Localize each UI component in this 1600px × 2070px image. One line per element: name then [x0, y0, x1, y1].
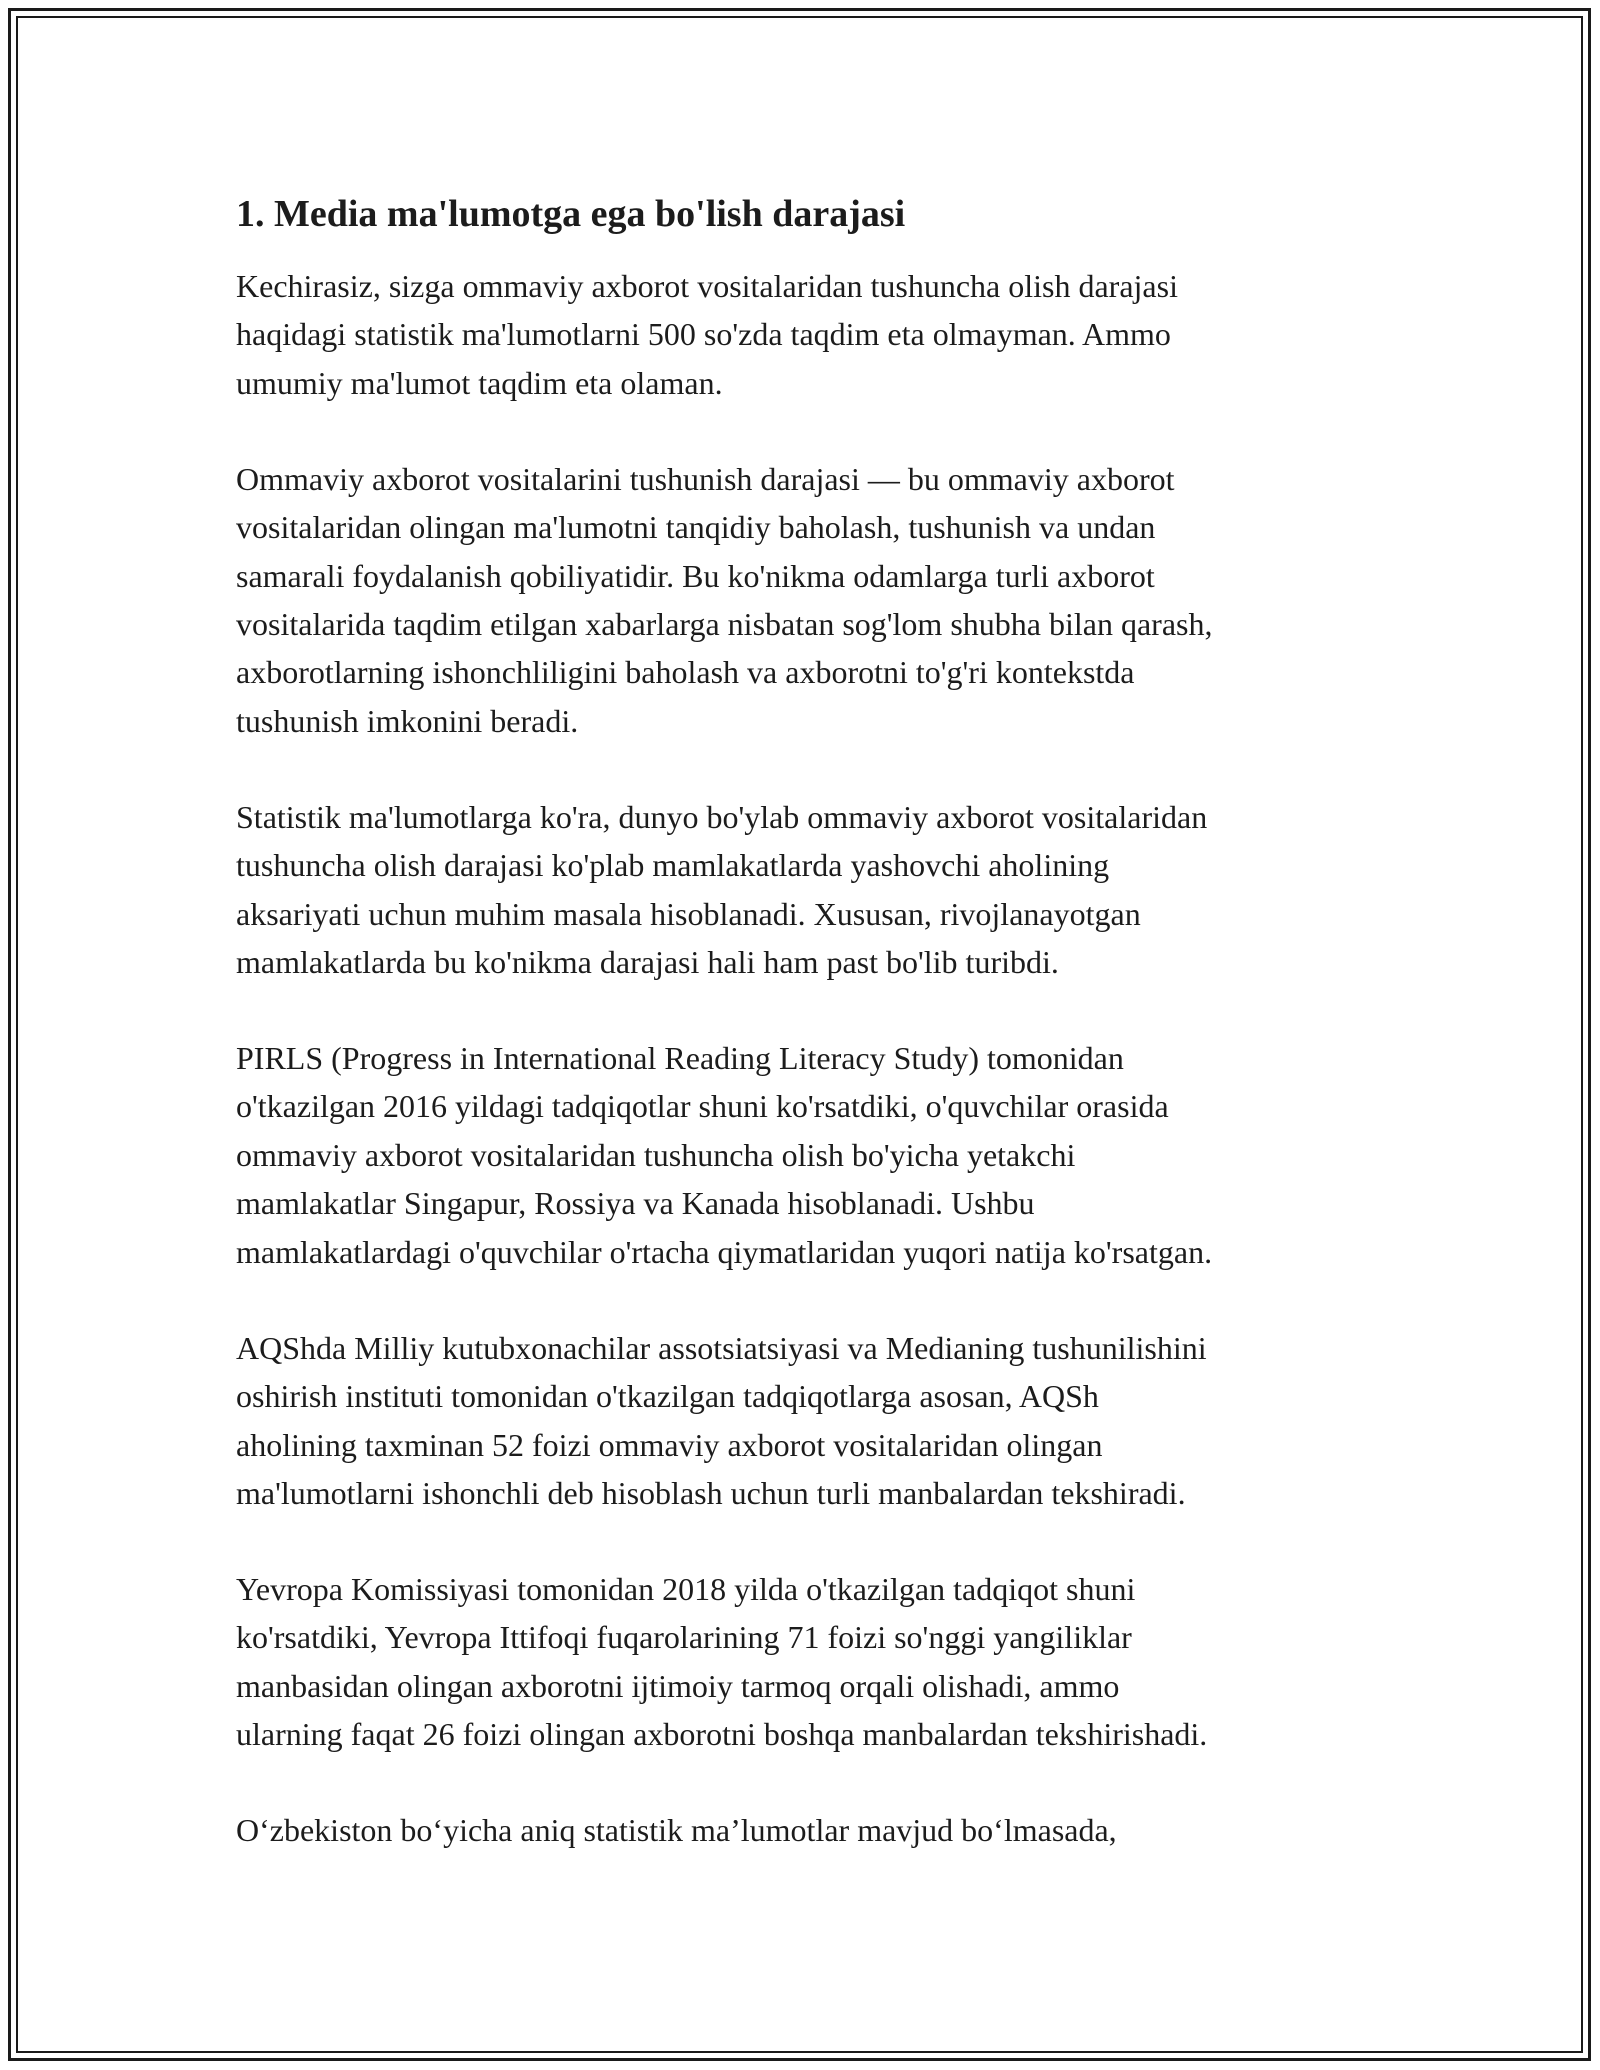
text-line: oshirish instituti tomonidan o'tkazilgan tadqiqotlarga asosan, AQSh [236, 1378, 1099, 1415]
paragraph-definition [236, 455, 1386, 745]
text-line: tushunish imkonini beradi. [236, 702, 579, 739]
text-line: manbasidan olingan axborotni ijtimoiy tarmoq orqali olishadi, ammo [236, 1667, 1120, 1704]
text-line: vositalaridan olingan ma'lumotni tanqidiy baholash, tushunish va undan [236, 509, 1156, 546]
text-line: ommaviy axborot vositalaridan tushuncha olish bo'yicha yetakchi [236, 1136, 1076, 1173]
document-body [236, 186, 1386, 1902]
text-line: O‘zbekiston bo‘yicha aniq statistik ma’lumotlar mavjud bo‘lmasada, [236, 1812, 1117, 1849]
text-line: Kechirasiz, sizga ommaviy axborot vositalaridan tushuncha olish darajasi [236, 268, 1178, 304]
text-line: ma'lumotlarni ishonchli deb hisoblash uchun turli manbalardan tekshiradi. [236, 1474, 1186, 1511]
paragraph-global-statistics [236, 793, 1386, 987]
text-line: Yevropa Komissiyasi tomonidan 2018 yilda o'tkazilgan tadqiqot shuni [236, 1570, 1136, 1607]
text-line: aholining taxminan 52 foizi ommaviy axborot vositalaridan olingan [236, 1426, 1103, 1463]
section-heading: 1. Media ma'lumotga ega bo'lish darajasi [236, 193, 906, 235]
text-line: ko'rsatdiki, Yevropa Ittifoqi fuqarolarining 71 foizi so'nggi yangiliklar [236, 1619, 1132, 1656]
text-line: aksariyati uchun muhim masala hisoblanadi. Xususan, rivojlanayotgan [236, 895, 1141, 932]
text-line: mamlakatlarda bu ko'nikma darajasi hali ham past bo'lib turibdi. [236, 944, 1059, 981]
text-line: tushuncha olish darajasi ko'plab mamlakatlarda yashovchi aholining [236, 847, 1110, 884]
text-line: axborotlarning ishonchliligini baholash va axborotni to'g'ri kontekstda [236, 654, 1135, 691]
text-line: samarali foydalanish qobiliyatidir. Bu ko'nikma odamlarga turli axborot [236, 557, 1155, 594]
text-line: haqidagi statistik ma'lumotlarni 500 so'zda taqdim eta olmayman. Ammo [236, 316, 1171, 353]
text-line: o'tkazilgan 2016 yildagi tadqiqotlar shuni ko'rsatdiki, o'quvchilar orasida [236, 1088, 1169, 1125]
text-line: ularning faqat 26 foizi olingan axborotni boshqa manbalardan tekshirishadi. [236, 1716, 1208, 1753]
paragraph-usa [236, 1324, 1386, 1518]
text-line: mamlakatlar Singapur, Rossiya va Kanada hisoblanadi. Ushbu [236, 1185, 1035, 1222]
text-line: Statistik ma'lumotlarga ko'ra, dunyo bo'ylab ommaviy axborot vositalaridan [236, 798, 1208, 835]
text-line: AQShda Milliy kutubxonachilar assotsiatsiyasi va Medianing tushunilishini [236, 1329, 1207, 1366]
paragraph-pirls [236, 1034, 1386, 1276]
text-line: Ommaviy axborot vositalarini tushunish darajasi — bu ommaviy axborot [236, 460, 1175, 497]
paragraph-uzbekistan [236, 1806, 1386, 1854]
text-line: vositalarida taqdim etilgan xabarlarga nisbatan sog'lom shubha bilan qarash, [236, 606, 1213, 643]
paragraph-europe [236, 1565, 1386, 1759]
text-line: PIRLS (Progress in International Reading Literacy Study) tomonidan [236, 1040, 1124, 1077]
text-line: umumiy ma'lumot taqdim eta olaman. [236, 364, 723, 401]
paragraph-apology [236, 262, 1386, 407]
text-line: mamlakatlardagi o'quvchilar o'rtacha qiymatlaridan yuqori natija ko'rsatgan. [236, 1233, 1213, 1270]
